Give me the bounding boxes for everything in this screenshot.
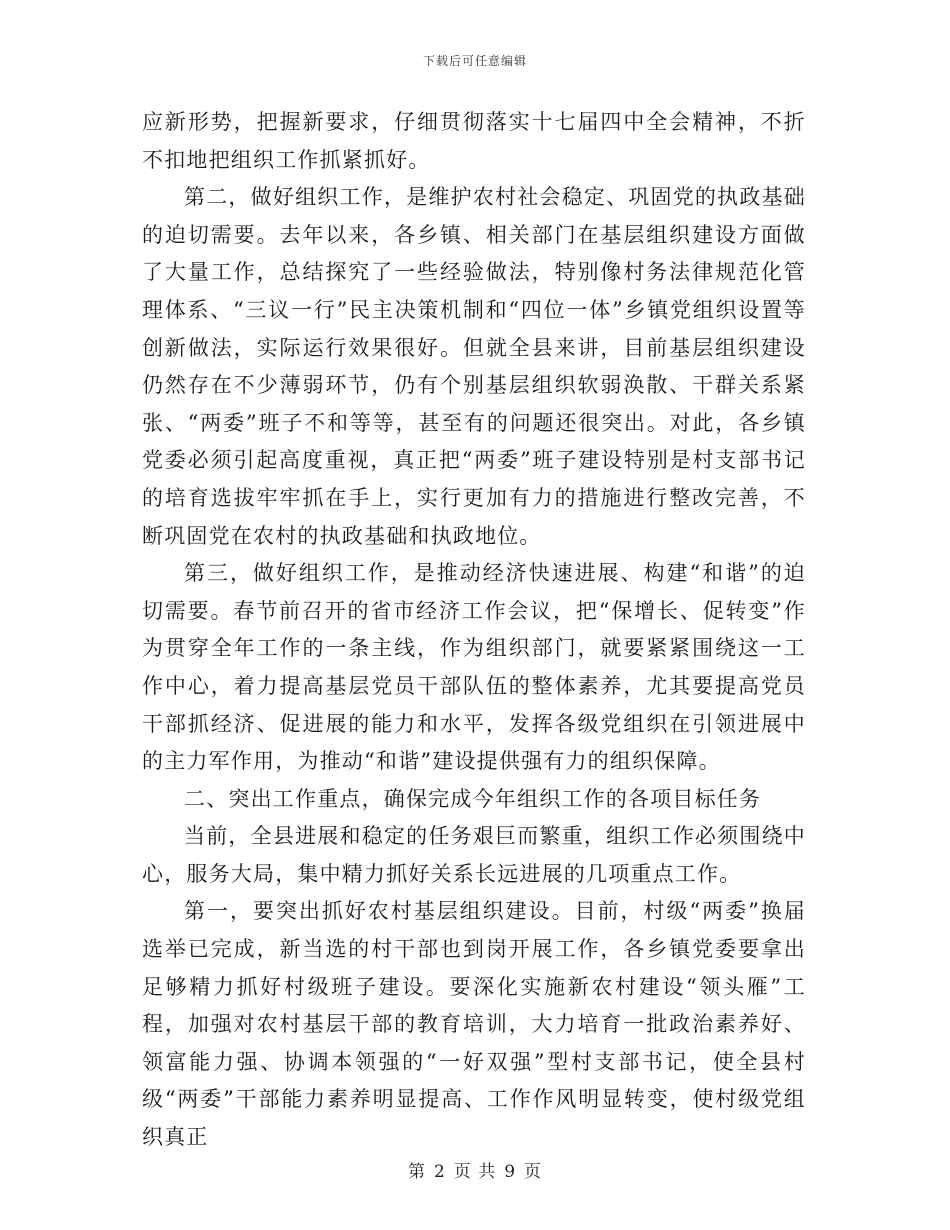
paragraph-current-situation: 当前，全县进展和稳定的任务艰巨而繁重，组织工作必须围绕中心，服务大局，集中精力抓好关系长远进展的几项重点工作。 — [142, 824, 806, 886]
paragraph-third-point: 第三，做好组织工作，是推动经济快速进展、构建“和谐”的迫切需要。春节前召开的省市经济工作会议，把“保增长、促转变”作为贯穿全年工作的一条主线，作为组织部门，就要紧紧围绕这一工作中心，着力提高基层党员干部队伍的整体素养，尤其要提高党员干部抓经济、促进展的能力和水平，发挥各级党组织在引领进展中的主力军作用，为推动“和谐”建设提供强有力的组织保障。 — [142, 561, 806, 774]
page-header: 下载后可任意编辑 — [422, 54, 527, 68]
page-number: 2 — [433, 1162, 446, 1182]
page-footer — [0, 1157, 950, 1182]
section-heading: 二、突出工作重点，确保完成今年组织工作的各项目标任务 — [184, 786, 762, 811]
paragraph-first-task: 第一，要突出抓好农村基层组织建设。目前，村级“两委”换届选举已完成，新当选的村干部也到岗开展工作，各乡镇党委要拿出足够精力抓好村级班子建设。要深化实施新农村建设“领头雁”工程，加强对农村基层干部的教育培训，大力培育一批政治素养好、领富能力强、协调本领强的“一好双强”型村支部书记，使全县村级“两委”干部能力素养明显提高、工作作风明显转变，使村级党组织真正 — [142, 899, 806, 1150]
footer-middle: 页 共 — [453, 1162, 497, 1182]
total-pages: 9 — [504, 1162, 517, 1182]
paragraph-second-point: 第二，做好组织工作，是维护农村社会稳定、巩固党的执政基础的迫切需要。去年以来，各乡镇、相关部门在基层组织建设方面做了大量工作，总结探究了一些经验做法，特别像村务法律规范化管理体系、“三议一行”民主决策机制和“四位一体”乡镇党组织设置等创新做法，实际运行效果很好。但就全县来讲，目前基层组织建设仍然存在不少薄弱环节，仍有个别基层组织软弱涣散、干群关系紧张、“两委”班子不和等等，甚至有的问题还很突出。对此，各乡镇党委必须引起高度重视，真正把“两委”班子建设特别是村支部书记的培育选拔牢牢抓在手上，实行更加有力的措施进行整改完善，不断巩固党在农村的执政基础和执政地位。 — [142, 185, 806, 548]
document-body — [142, 104, 806, 1157]
footer-prefix: 第 — [407, 1162, 426, 1182]
footer-suffix: 页 — [524, 1162, 543, 1182]
paragraph-continuation: 应新形势，把握新要求，仔细贯彻落实十七届四中全会精神，不折不扣地把组织工作抓紧抓好。 — [142, 110, 806, 172]
